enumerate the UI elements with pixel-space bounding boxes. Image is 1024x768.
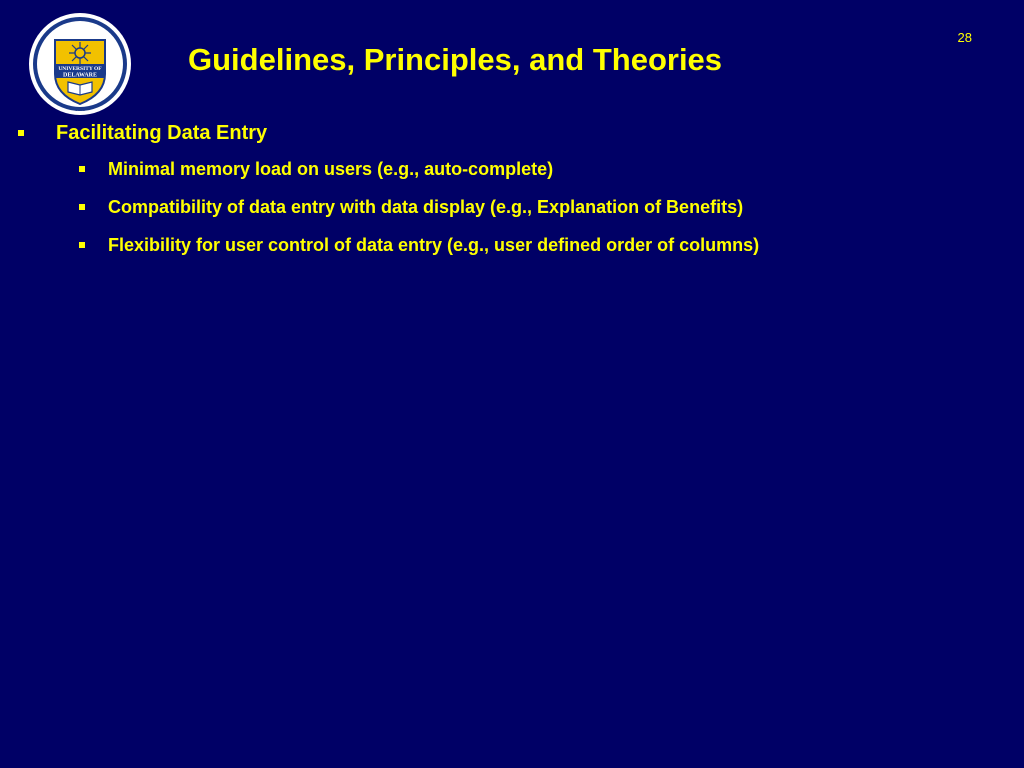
square-bullet-icon xyxy=(79,242,85,248)
bullet-list xyxy=(0,116,1024,264)
bullet-facilitating-data-entry xyxy=(0,116,1024,150)
sub-bullet-minimal-memory-load xyxy=(0,150,1024,188)
seal-text-delaware: DELAWARE xyxy=(62,72,98,79)
sub-bullet-compatibility xyxy=(0,188,1024,226)
sub-bullet-text: Flexibility for user control of data entry (e.g., user defined order of columns) xyxy=(108,235,760,255)
sub-bullet-flexibility xyxy=(0,226,1024,264)
seal-icon xyxy=(28,12,132,116)
seal-text-university: UNIVERSITY OF xyxy=(58,66,102,72)
seal-year: 1743 xyxy=(75,108,85,113)
square-bullet-icon xyxy=(79,166,85,172)
square-bullet-icon xyxy=(18,130,24,136)
university-seal-logo xyxy=(28,12,132,116)
page-number: 28 xyxy=(957,30,972,45)
square-bullet-icon xyxy=(79,204,85,210)
bullet-text: Facilitating Data Entry xyxy=(56,122,268,144)
sub-bullet-text: Minimal memory load on users (e.g., auto-complete) xyxy=(108,159,554,179)
slide-title: Guidelines, Principles, and Theories xyxy=(188,42,723,77)
sub-bullet-text: Compatibility of data entry with data display (e.g., Explanation of Benefits) xyxy=(108,197,744,217)
